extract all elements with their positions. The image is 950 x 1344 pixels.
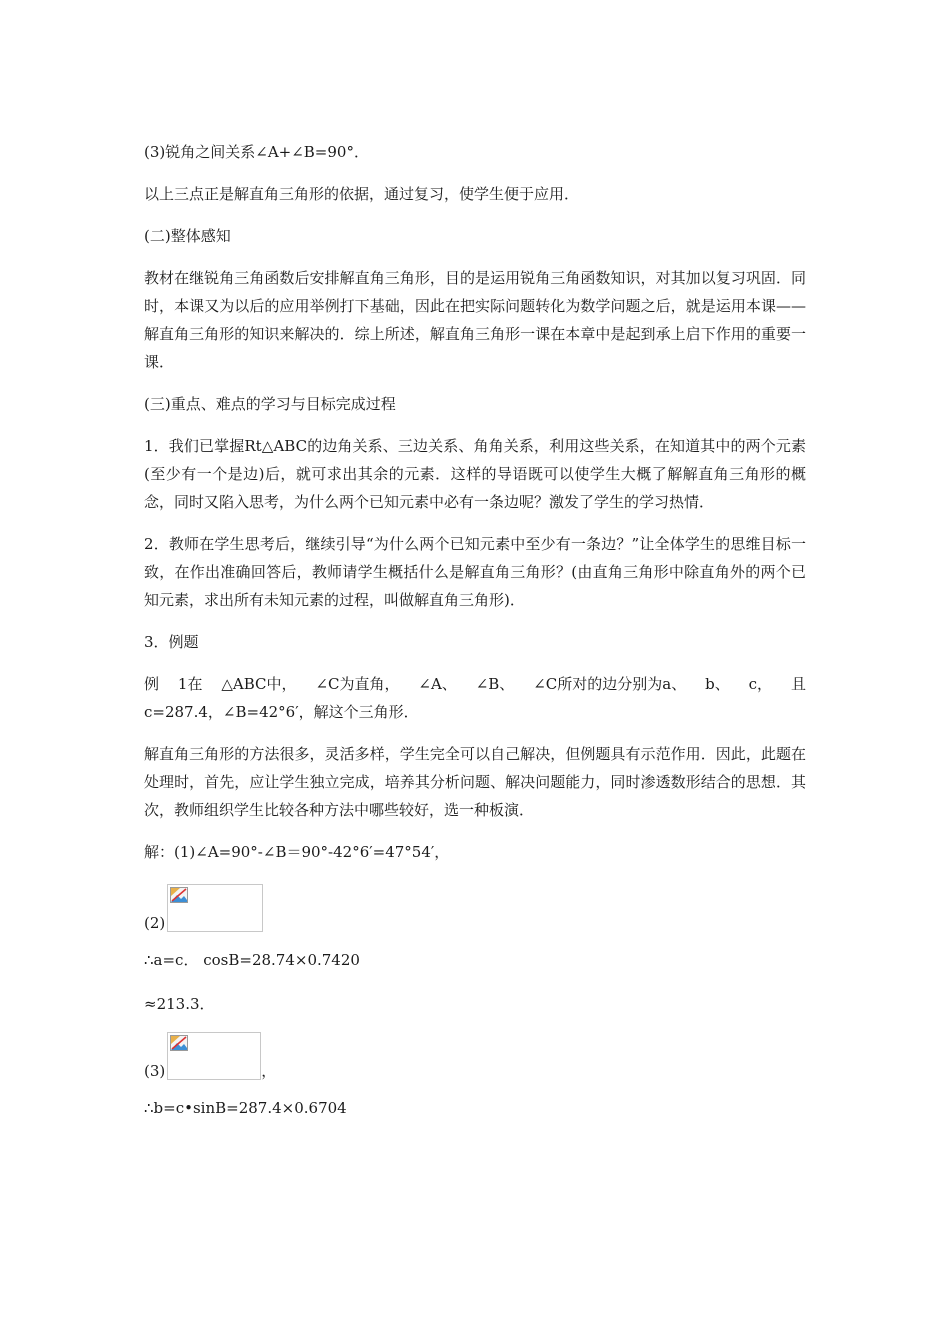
solution-step-2-formula (144, 884, 806, 932)
example-token: ∠A、 (418, 675, 457, 693)
example-1-line-1 (144, 670, 806, 698)
example-token: c， (748, 675, 773, 693)
formula-image-placeholder (167, 884, 263, 932)
example-token: ∠C所对的边分别为a、 (533, 675, 687, 693)
formula-image-placeholder (167, 1032, 261, 1080)
broken-image-icon (170, 887, 188, 903)
solution-step-3-a: ∴b=c•sinB=287.4×0.6704 (144, 1099, 347, 1117)
solution-step-2-b: ≈213.3． (144, 995, 215, 1013)
section-heading-key-points: (三)重点、难点的学习与目标完成过程 (144, 395, 396, 413)
broken-image-icon (170, 1035, 188, 1051)
document-body (144, 138, 806, 1136)
example-token: b、 (705, 675, 730, 693)
paragraph-step-2: 2．教师在学生思考后，继续引导“为什么两个已知元素中至少有一条边？”让全体学生的思维目标一致，在作出准确回答后，教师请学生概括什么是解直角三角形？(由直角三角形中除直角外的两个已知元素，求出所有未知元素的过程，叫做解直角三角形)． (144, 535, 806, 609)
solution-step-2-label: (2) (144, 914, 166, 932)
example-token: ∠C为直角， (315, 675, 400, 693)
example-1-line-2: c=287.4，∠B=42°6′，解这个三角形． (144, 703, 419, 721)
section-heading-overview: (二)整体感知 (144, 227, 231, 245)
solution-step-1: 解：(1)∠A=90°-∠B＝90°-42°6′=47°54′， (144, 843, 450, 861)
solution-step-3-label: (3) (144, 1062, 166, 1080)
paragraph-review-summary: 以上三点正是解直角三角形的依据，通过复习，使学生便于应用． (144, 185, 580, 203)
solution-step-3-formula (144, 1032, 806, 1080)
solution-step-3-comma: ， (261, 1062, 277, 1080)
example-token: ∠B、 (475, 675, 515, 693)
example-token: 1在 (177, 675, 203, 693)
paragraph-step-1: 1．我们已掌握Rt△ABC的边角关系、三边关系、角角关系，利用这些关系，在知道其中的两个元素(至少有一个是边)后，就可求出其余的元素．这样的导语既可以使学生大概了解解直角三角形的概念，同时又陷入思考，为什么两个已知元素中必有一条边呢？激发了学生的学习热情． (144, 437, 806, 511)
example-token: △ABC中， (221, 675, 297, 693)
example-token: 例 (144, 675, 160, 693)
example-token: 且 (790, 675, 806, 693)
solution-step-2-a: ∴a=c． cosB=28.74×0.7420 (144, 951, 360, 969)
paragraph-method-discussion: 解直角三角形的方法很多，灵活多样，学生完全可以自己解决，但例题具有示范作用．因此，此题在处理时，首先，应让学生独立完成，培养其分析问题、解决问题能力，同时渗透数形结合的思想．其次，教师组织学生比较各种方法中哪些较好，选一种板演． (144, 745, 806, 819)
example-1 (144, 670, 806, 726)
paragraph-textbook-intro: 教材在继锐角三角函数后安排解直角三角形，目的是运用锐角三角函数知识，对其加以复习巩固．同时，本课又为以后的应用举例打下基础，因此在把实际问题转化为数学问题之后，就是运用本课——解直角三角形的知识来解决的．综上所述，解直角三角形一课在本章中是起到承上启下作用的重要一课． (144, 269, 806, 371)
paragraph-acute-angle-relation: (3)锐角之间关系∠A+∠B=90°． (144, 143, 369, 161)
paragraph-step-3-example: 3．例题 (144, 633, 199, 651)
